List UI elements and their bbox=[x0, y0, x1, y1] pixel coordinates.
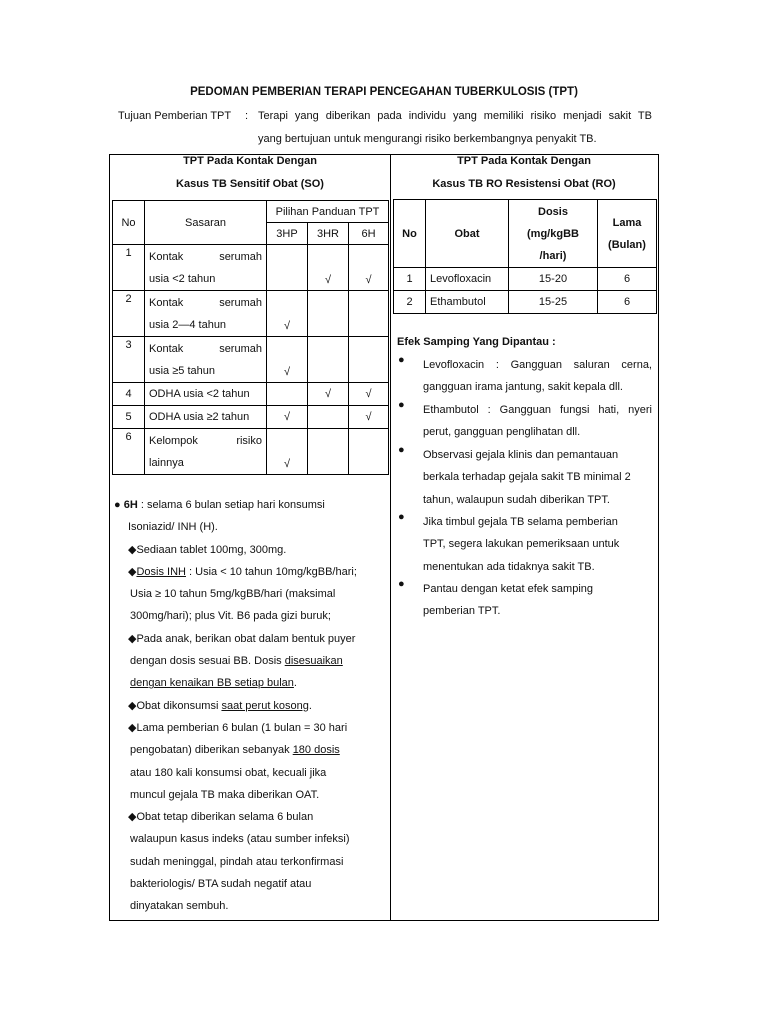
column-divider bbox=[390, 154, 391, 921]
note-continue-line1: Obat tetap diberikan selama 6 bulan bbox=[136, 811, 314, 824]
row-3hr bbox=[308, 337, 349, 383]
left-heading-1: TPT Pada Kontak Dengan bbox=[183, 155, 317, 167]
page-title: PEDOMAN PEMBERIAN TERAPI PENCEGAHAN TUBERKULOSIS (TPT) bbox=[190, 86, 578, 98]
note-continue-line5: dinyatakan sembuh. bbox=[130, 900, 229, 913]
col-header-choice: Pilihan Panduan TPT bbox=[267, 201, 389, 223]
table-row bbox=[113, 406, 389, 429]
bullet-icon: ● bbox=[398, 511, 405, 523]
note-continue-line3: sudah meninggal, pindah atau terkonfirmasi bbox=[130, 855, 344, 868]
table-row bbox=[113, 337, 389, 383]
note-child-end: . bbox=[293, 677, 297, 690]
row-6h bbox=[349, 337, 389, 383]
item-line1: Ethambutol : Gangguan fungsi hati, nyeri bbox=[423, 404, 652, 416]
list-item bbox=[396, 444, 652, 511]
6h-notes bbox=[114, 494, 386, 918]
diamond-bullet-icon: ◆ bbox=[128, 543, 137, 556]
note-dose-label: Dosis INH bbox=[136, 565, 186, 578]
6h-label: 6H bbox=[123, 499, 138, 511]
note-empty-stomach: Obat dikonsumsi bbox=[136, 699, 222, 712]
col-header-duration-line1: Lama bbox=[612, 216, 642, 229]
diamond-bullet-icon: ◆ bbox=[128, 632, 137, 645]
right-heading-1: TPT Pada Kontak Dengan bbox=[457, 155, 591, 167]
row-no: 2 bbox=[394, 291, 426, 314]
diamond-bullet-icon: ◆ bbox=[128, 721, 137, 734]
side-effects-heading: Efek Samping Yang Dipantau : bbox=[397, 336, 556, 348]
goal-label: Tujuan Pemberian TPT bbox=[118, 110, 232, 122]
row-target-line2: usia <2 tahun bbox=[149, 272, 216, 285]
note-duration-doses: 180 dosis bbox=[292, 744, 340, 757]
right-heading-2: Kasus TB RO Resistensi Obat (RO) bbox=[432, 178, 616, 190]
row-3hr: √ bbox=[308, 383, 349, 406]
note-continue-line2: walaupun kasus indeks (atau sumber infeksi) bbox=[130, 833, 350, 846]
left-heading-2: Kasus TB Sensitif Obat (SO) bbox=[176, 178, 324, 190]
bullet-icon: ● bbox=[114, 499, 121, 511]
col-header-dose-line2: (mg/kgBB bbox=[527, 227, 579, 240]
row-target-line2: lainnya bbox=[149, 456, 184, 469]
note-dose-line2: Usia ≥ 10 tahun 5mg/kgBB/hari (maksimal bbox=[130, 588, 336, 601]
row-target: ODHA usia <2 tahun bbox=[145, 383, 267, 406]
note-empty-stomach-end: . bbox=[308, 699, 312, 712]
row-6h bbox=[349, 429, 389, 475]
row-3hp bbox=[267, 383, 308, 406]
item-line3: tahun, walaupun sudah diberikan TPT. bbox=[423, 493, 610, 506]
row-duration: 6 bbox=[598, 291, 657, 314]
col-header-6h: 6H bbox=[349, 223, 389, 245]
row-3hr: √ bbox=[308, 245, 349, 291]
goal-colon: : bbox=[245, 110, 249, 122]
col-header-target: Sasaran bbox=[145, 201, 267, 245]
list-item bbox=[396, 399, 652, 444]
6h-text: : selama 6 bulan setiap hari konsumsi bbox=[137, 499, 325, 511]
row-duration: 6 bbox=[598, 268, 657, 291]
row-6h: √ bbox=[349, 383, 389, 406]
table-row bbox=[113, 383, 389, 406]
row-3hr bbox=[308, 406, 349, 429]
note-duration-line2: pengobatan) diberikan sebanyak bbox=[130, 744, 293, 757]
row-no: 4 bbox=[113, 383, 145, 406]
table-row bbox=[394, 268, 657, 291]
note-child-adjust: disesuaikan bbox=[284, 655, 343, 668]
bullet-icon: ● bbox=[398, 399, 405, 411]
item-line1: Jika timbul gejala TB selama pemberian bbox=[423, 516, 618, 528]
diamond-bullet-icon: ◆ bbox=[128, 811, 137, 824]
diamond-bullet-icon: ◆ bbox=[128, 699, 137, 712]
note-dose-line3: 300mg/hari); plus Vit. B6 pada gizi buruk; bbox=[130, 610, 331, 623]
col-header-3hp: 3HP bbox=[267, 223, 308, 245]
row-no: 6 bbox=[113, 429, 145, 475]
bullet-icon: ● bbox=[398, 354, 405, 366]
row-no: 3 bbox=[113, 337, 145, 383]
item-line1: Pantau dengan ketat efek samping bbox=[423, 583, 594, 595]
row-drug: Levofloxacin bbox=[426, 268, 509, 291]
diamond-bullet-icon: ◆ bbox=[128, 565, 137, 578]
row-target-line2: usia ≥5 tahun bbox=[149, 364, 215, 377]
note-child-line1: Pada anak, berikan obat dalam bentuk puyer bbox=[136, 632, 356, 645]
col-header-no: No bbox=[394, 200, 426, 268]
note-continue-line4: bakteriologis/ BTA sudah negatif atau bbox=[130, 878, 312, 891]
row-target-line1: Kelompok risiko bbox=[149, 434, 262, 447]
row-3hp: √ bbox=[267, 291, 308, 337]
row-6h: √ bbox=[349, 245, 389, 291]
row-target-line1: Kontak serumah bbox=[149, 296, 262, 309]
row-no: 5 bbox=[113, 406, 145, 429]
list-item bbox=[396, 578, 652, 623]
row-dose: 15-25 bbox=[509, 291, 598, 314]
row-3hp: √ bbox=[267, 406, 308, 429]
row-no: 1 bbox=[394, 268, 426, 291]
row-no: 1 bbox=[113, 245, 145, 291]
table-row bbox=[113, 245, 389, 291]
table-row bbox=[113, 429, 389, 475]
list-item bbox=[396, 354, 652, 399]
goal-text-line1: Terapi yang diberikan pada individu yang memiliki risiko menjadi sakit TB bbox=[258, 110, 652, 122]
col-header-duration-line2: (Bulan) bbox=[608, 238, 646, 251]
row-3hp bbox=[267, 245, 308, 291]
table-row bbox=[394, 291, 657, 314]
note-dose-line1: : Usia < 10 tahun 10mg/kgBB/hari; bbox=[185, 565, 357, 578]
row-target-line1: Kontak serumah bbox=[149, 250, 262, 263]
item-line3: menentukan ada tidaknya sakit TB. bbox=[423, 560, 595, 573]
item-line2: perut, gangguan penglihatan dll. bbox=[423, 426, 581, 439]
item-line2: pemberian TPT. bbox=[423, 605, 501, 618]
list-item bbox=[396, 511, 652, 578]
item-line2: gangguan irama jantung, sakit kepala dll. bbox=[423, 381, 623, 394]
item-line1: Observasi gejala klinis dan pemantauan bbox=[423, 449, 619, 461]
so-regimen-table bbox=[112, 200, 389, 475]
note-child-line3: dengan kenaikan BB setiap bulan bbox=[130, 677, 294, 690]
col-header-dose-line3: /hari) bbox=[539, 249, 567, 262]
row-target-line2: usia 2—4 tahun bbox=[149, 318, 227, 331]
note-empty-stomach-ul: saat perut kosong bbox=[221, 699, 309, 712]
col-header-duration bbox=[598, 200, 657, 268]
note-duration-line3: atau 180 kali konsumsi obat, kecuali jika bbox=[130, 766, 327, 779]
row-target-line1: Kontak serumah bbox=[149, 342, 262, 355]
goal-text-line2: yang bertujuan untuk mengurangi risiko berkembangnya penyakit TB. bbox=[258, 133, 597, 145]
row-dose: 15-20 bbox=[509, 268, 598, 291]
col-header-dose-line1: Dosis bbox=[538, 205, 568, 218]
item-line2: TPT, segera lakukan pemeriksaan untuk bbox=[423, 538, 620, 551]
table-row bbox=[113, 291, 389, 337]
col-header-drug: Obat bbox=[426, 200, 509, 268]
col-header-dose bbox=[509, 200, 598, 268]
row-drug: Ethambutol bbox=[426, 291, 509, 314]
note-preparation: Sediaan tablet 100mg, 300mg. bbox=[136, 543, 287, 556]
ro-regimen-table bbox=[393, 199, 657, 314]
bullet-icon: ● bbox=[398, 444, 405, 456]
item-line1: Levofloxacin : Gangguan saluran cerna, bbox=[423, 359, 652, 371]
bullet-icon: ● bbox=[398, 578, 405, 590]
row-3hp: √ bbox=[267, 337, 308, 383]
row-no: 2 bbox=[113, 291, 145, 337]
row-3hr bbox=[308, 429, 349, 475]
row-target: ODHA usia ≥2 tahun bbox=[145, 406, 267, 429]
note-duration-line4: muncul gejala TB maka diberikan OAT. bbox=[130, 788, 320, 801]
item-line2: berkala terhadap gejala sakit TB minimal 2 bbox=[423, 471, 631, 484]
row-3hp: √ bbox=[267, 429, 308, 475]
note-duration-line1: Lama pemberian 6 bulan (1 bulan = 30 hari bbox=[136, 721, 348, 734]
row-6h bbox=[349, 291, 389, 337]
row-6h: √ bbox=[349, 406, 389, 429]
note-child-line2: dengan dosis sesuai BB. Dosis bbox=[130, 655, 285, 668]
col-header-3hr: 3HR bbox=[308, 223, 349, 245]
col-header-no: No bbox=[113, 201, 145, 245]
row-3hr bbox=[308, 291, 349, 337]
6h-text-line2: Isoniazid/ INH (H). bbox=[128, 521, 218, 534]
